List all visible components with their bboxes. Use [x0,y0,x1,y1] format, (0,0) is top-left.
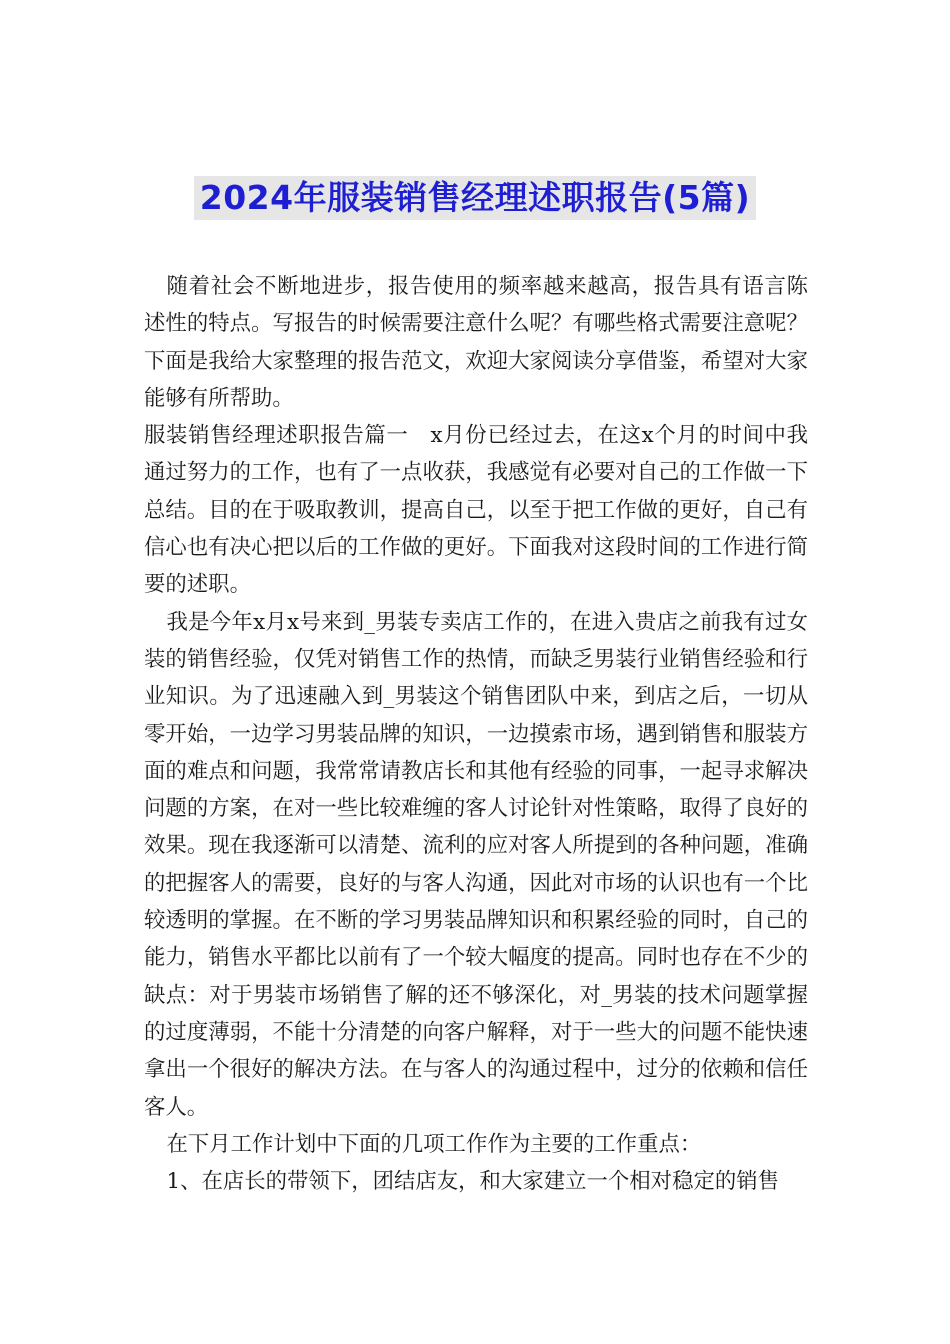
paragraph-plan-intro: 在下月工作计划中下面的几项工作作为主要的工作重点： [166,1131,702,1157]
document-title: 2024年服装销售经理述职报告(5篇) [194,176,756,220]
title-wrapper [0,176,950,220]
paragraph-intro: 随着社会不断地进步，报告使用的频率越来越高，报告具有语言陈述性的特点。写报告的时候需要注意什么呢？有哪些格式需要注意呢？下面是我给大家整理的报告范文，欢迎大家阅读分享借鉴，希望对大家能够有所帮助。 [144,274,808,411]
paragraph-plan-item-1: 1、在店长的带领下，团结店友，和大家建立一个相对稳定的销售 [166,1169,780,1195]
paragraph-experience: 我是今年x月x号来到_男装专卖店工作的，在进入贵店之前我有过女装的销售经验，仅凭对销售工作的热情，而缺乏男装行业销售经验和行业知识。为了迅速融入到_男装这个销售团队中来，到店之后，一切从零开始，一边学习男装品牌的知识，一边摸索市场，遇到销售和服装方面的难点和问题，我常常请教店长和其他有经验的同事，一起寻求解决问题的方案，在对一些比较难缠的客人讨论针对性策略，取得了良好的效果。现在我逐渐可以清楚、流利的应对客人所提到的各种问题，准确的把握客人的需要，良好的与客人沟通，因此对市场的认识也有一个比较透明的掌握。在不断的学习男装品牌知识和积累经验的同时，自己的能力，销售水平都比以前有了一个较大幅度的提高。同时也存在不少的缺点：对于男装市场销售了解的还不够深化，对_男装的技术问题掌握的过度薄弱，不能十分清楚的向客户解释，对于一些大的问题不能快速拿出一个很好的解决方法。在与客人的沟通过程中，过分的依赖和信任客人。 [144,609,808,1120]
document-body [144,268,808,1200]
paragraph-section-one: 服装销售经理述职报告篇一 x月份已经过去，在这x个月的时间中我通过努力的工作，也有了一点收获，我感觉有必要对自己的工作做一下总结。目的在于吸取教训，提高自己，以至于把工作做的更好，自己有信心也有决心把以后的工作做的更好。下面我对这段时间的工作进行简要的述职。 [144,423,808,598]
